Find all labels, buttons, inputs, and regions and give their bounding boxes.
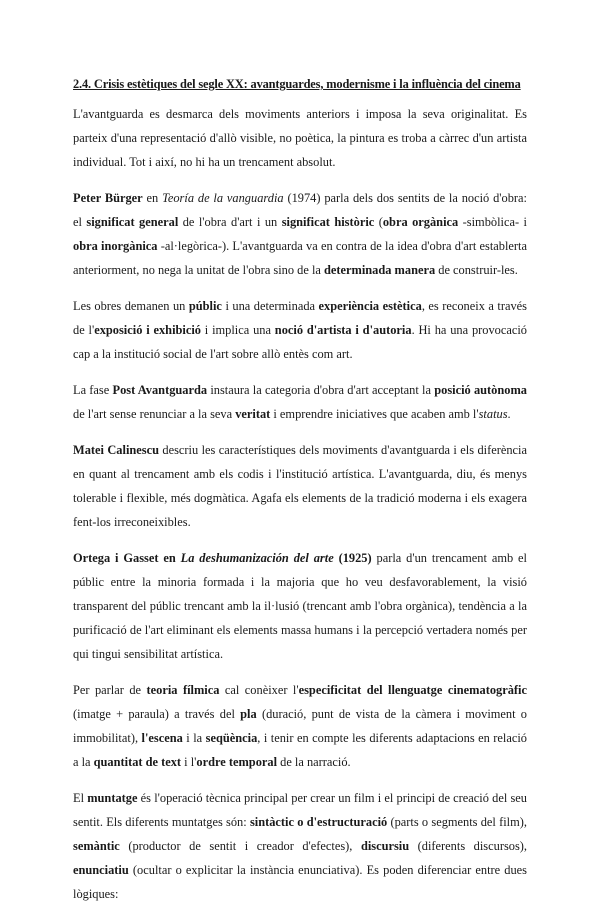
paragraph-ortega-gasset <box>73 546 527 666</box>
text-run: -al·legòrica-). L'avantguarda va en contra de la idea d'obra d'art establerta anteriorment, no nega la unitat de l'obra sino de la <box>73 239 527 277</box>
key-term: públic <box>188 299 222 313</box>
key-term: obra orgànica <box>382 215 459 229</box>
author-name: Matei Calinescu <box>73 443 159 457</box>
text-run: Per parlar de <box>73 683 147 697</box>
text-run: -simbòlica- i <box>458 215 527 229</box>
key-term: exposició i exhibició <box>94 323 201 337</box>
italic-term: status <box>478 407 508 421</box>
key-term: sintàctic o d'estructuració <box>249 815 388 829</box>
text-run: i la <box>182 731 206 745</box>
text-run: de la narració. <box>277 755 351 769</box>
paragraph-peter-burger <box>73 186 527 282</box>
text-run: és l'operació tècnica principal per crear un film i el principi de creació del seu sentit. Els diferents muntatges són: <box>73 791 527 829</box>
paragraph-avantguarda-intro <box>73 102 527 174</box>
paragraph-matei-calinescu <box>73 438 527 534</box>
key-term: seqüència <box>205 731 258 745</box>
text-run: en <box>142 191 163 205</box>
text-run: (productor de sentit i creador d'efectes), <box>119 839 361 853</box>
paragraph-post-avantguarda <box>73 378 527 426</box>
text-run: parla d'un trencament amb el públic entre la minoria formada i la majoria que ho veu desfavorablement, la visió transparent del públic trencant amb la il·lusió (trencant amb l'obra orgànica), tendència a la purificació de l'art eliminant els elements massa humans i la percepció vertadera només per qui tingui sensibilitat artística. <box>73 551 527 661</box>
text-run: . <box>507 407 511 421</box>
text-run: El <box>73 791 88 805</box>
text-run: i una determinada <box>221 299 319 313</box>
key-term: ordre temporal <box>196 755 278 769</box>
text-run: i emprendre iniciatives que acaben amb l' <box>270 407 479 421</box>
text-run: de l'obra d'art i un <box>178 215 282 229</box>
text-run: (imatge + paraula) a través del <box>73 707 241 721</box>
text-run: (diferents discursos), <box>409 839 528 853</box>
text-run: instaura la categoria d'obra d'art acceptant la <box>207 383 435 397</box>
section-heading: 2.4. Crisis estètiques del segle XX: avantguardes, modernisme i la influència del cinema <box>73 77 521 91</box>
paragraph-public-experience <box>73 294 527 366</box>
key-term: significat general <box>86 215 179 229</box>
key-term: noció d'artista i d'autoria <box>274 323 412 337</box>
text-run: cal conèixer l' <box>219 683 299 697</box>
key-term: especificitat del llenguatge cinematogràfic <box>298 683 527 697</box>
text-run: Les obres demanen un <box>73 299 189 313</box>
text-run: (1974) parla dels dos sentits de la noció d'obra: el <box>73 191 527 229</box>
book-title: Teoría de la vanguardia <box>162 191 284 205</box>
key-term: muntatge <box>87 791 138 805</box>
text-run: . Hi ha una provocació cap a la institució social de l'art sobre allò entès com art. <box>73 323 527 361</box>
text-run: La fase <box>73 383 113 397</box>
key-term: Post Avantguarda <box>112 383 208 397</box>
paragraph-teoria-filmica <box>73 678 527 774</box>
text-run: , i tenir en compte les diferents adaptacions en relació a la <box>73 731 527 769</box>
key-term: quantitat de text <box>93 755 182 769</box>
key-term: enunciatiu <box>73 863 129 877</box>
key-term: significat històric <box>281 215 375 229</box>
key-term: determinada manera <box>324 263 436 277</box>
key-term: posició autònoma <box>434 383 527 397</box>
key-term: experiència estètica <box>318 299 422 313</box>
publication-year: (1925) <box>333 551 372 565</box>
key-term: obra inorgànica <box>73 239 158 253</box>
text-run: descriu les característiques dels moviments d'avantguarda i els diferència en quant al trencament amb els codis i l'institució artística. L'avantguarda, diu, és menys tolerable i flexible, més dogmàtica. Agafa els elements de la tradició moderna i els exagera fent-los irreconeixibles. <box>73 443 527 529</box>
paragraph-muntatge <box>73 786 527 906</box>
text-run: L'avantguarda es desmarca dels moviments anteriors i imposa la seva originalitat. Es parteix d'una representació d'allò visible, no poètica, la pintura es troba a càrrec d'un artista individual. Tot i així, no hi ha un trencament absolut. <box>73 107 527 169</box>
text-run: i l' <box>181 755 197 769</box>
key-term: teoria fílmica <box>146 683 220 697</box>
book-title: La deshumanización del arte <box>180 551 334 565</box>
text-run: i implica una <box>200 323 275 337</box>
key-term: discursiu <box>360 839 410 853</box>
key-term: pla <box>240 707 257 721</box>
key-term: l'escena <box>141 731 183 745</box>
author-name: Ortega i Gasset en <box>73 551 181 565</box>
text-run: (duració, punt de vista de la càmera i moviment o immobilitat), <box>73 707 527 745</box>
text-run: (parts o segments del film), <box>387 815 527 829</box>
text-run: ( <box>374 215 383 229</box>
key-term: semàntic <box>73 839 120 853</box>
author-name: Peter Bürger <box>73 191 143 205</box>
text-run: (ocultar o explicitar la instància enunciativa). Es poden diferenciar entre dues lògiques: <box>73 863 527 901</box>
text-run: , es reconeix a través de l' <box>73 299 527 337</box>
text-run: de construir-les. <box>435 263 518 277</box>
text-run: de l'art sense renunciar a la seva <box>73 407 236 421</box>
key-term: veritat <box>235 407 271 421</box>
